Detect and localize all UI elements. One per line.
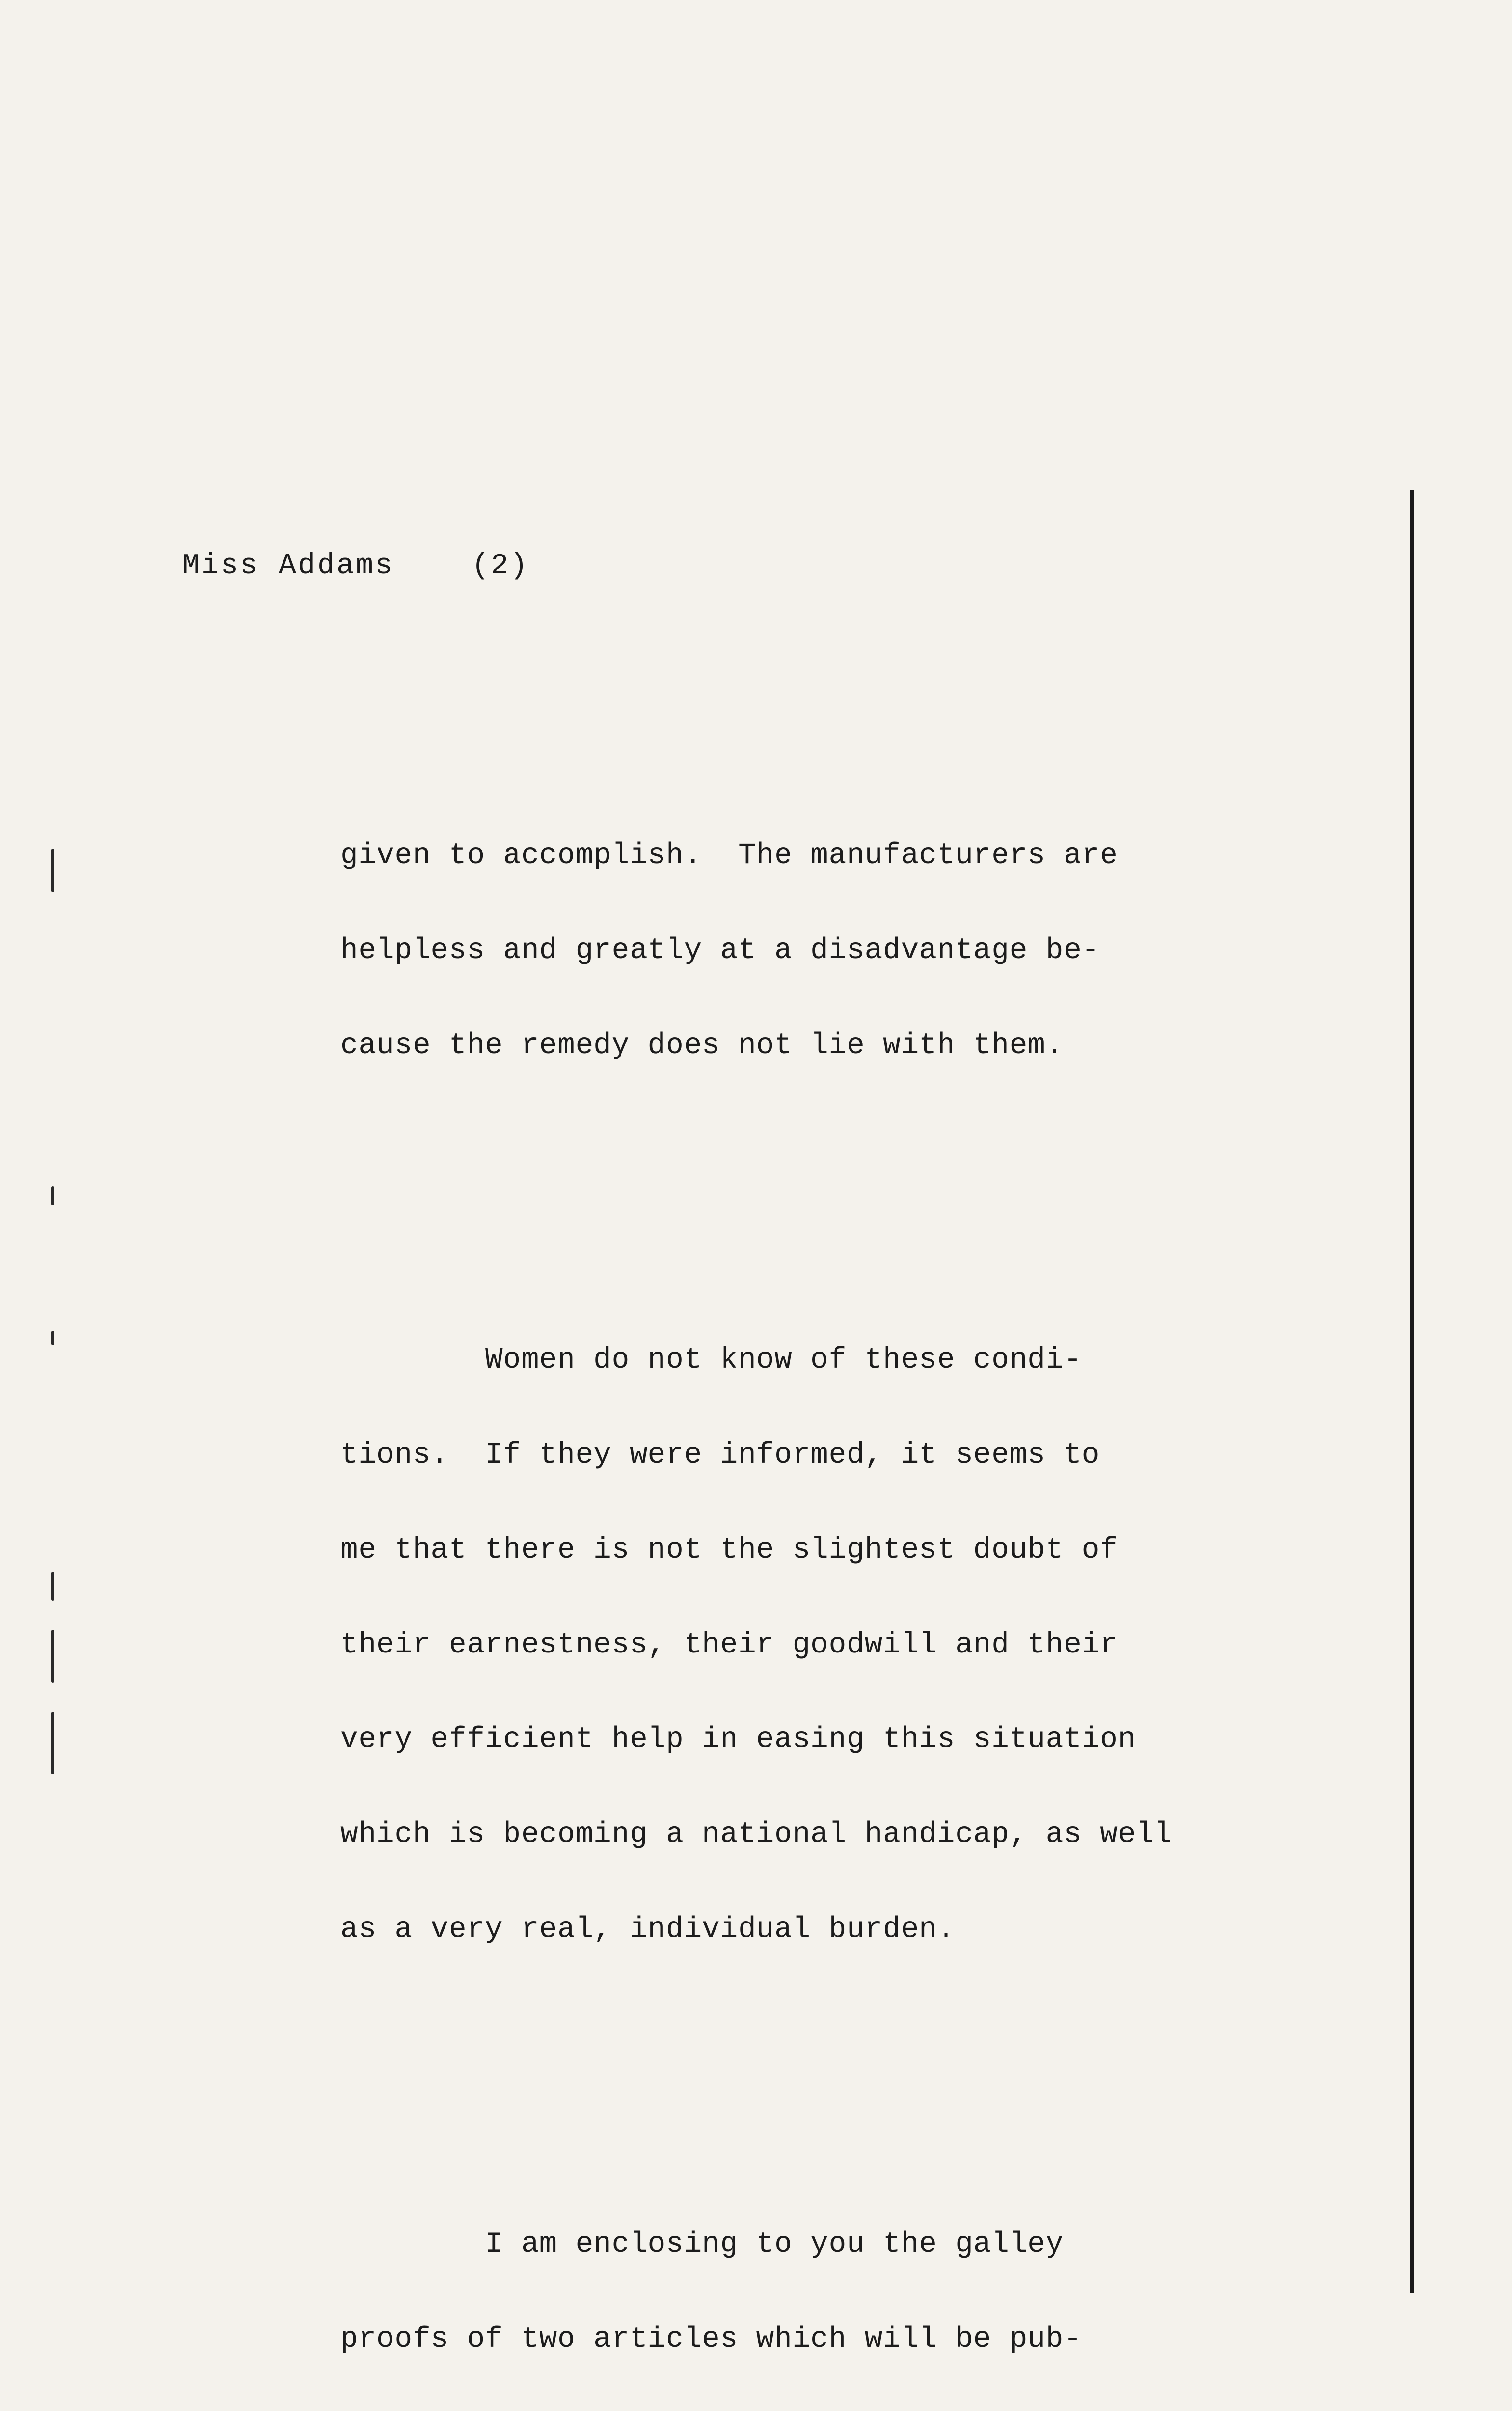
text-line: very efficient help in easing this situation xyxy=(340,1723,1136,1757)
text-line: as a very real, individual burden. xyxy=(340,1912,956,1946)
text-line: me that there is not the slightest doubt of xyxy=(340,1533,1118,1567)
text-line: tions. If they were informed, it seems to xyxy=(340,1438,1100,1472)
text-line: I am enclosing to you the galley xyxy=(340,2227,1064,2261)
page-number: (2) xyxy=(472,550,530,582)
scan-edge-marks xyxy=(51,849,70,1958)
text-line: helpless and greatly at a disadvantage be- xyxy=(340,934,1100,967)
text-line: cause the remedy does not lie with them. xyxy=(340,1029,1064,1062)
letter-header xyxy=(182,550,529,582)
text-line: given to accomplish. The manufacturers are xyxy=(340,839,1118,872)
margin-rule xyxy=(1410,490,1414,2293)
text-line: proofs of two articles which will be pub- xyxy=(340,2322,1082,2356)
text-line: Women do not know of these condi- xyxy=(340,1343,1082,1377)
letter-body xyxy=(340,682,1372,2411)
recipient-name: Miss Addams xyxy=(182,550,395,582)
text-line: which is becoming a national handicap, as well xyxy=(340,1818,1173,1852)
paragraph xyxy=(340,2166,1372,2411)
paragraph xyxy=(340,777,1372,1125)
text-line: their earnestness, their goodwill and their xyxy=(340,1628,1118,1662)
paragraph xyxy=(340,1281,1372,2009)
